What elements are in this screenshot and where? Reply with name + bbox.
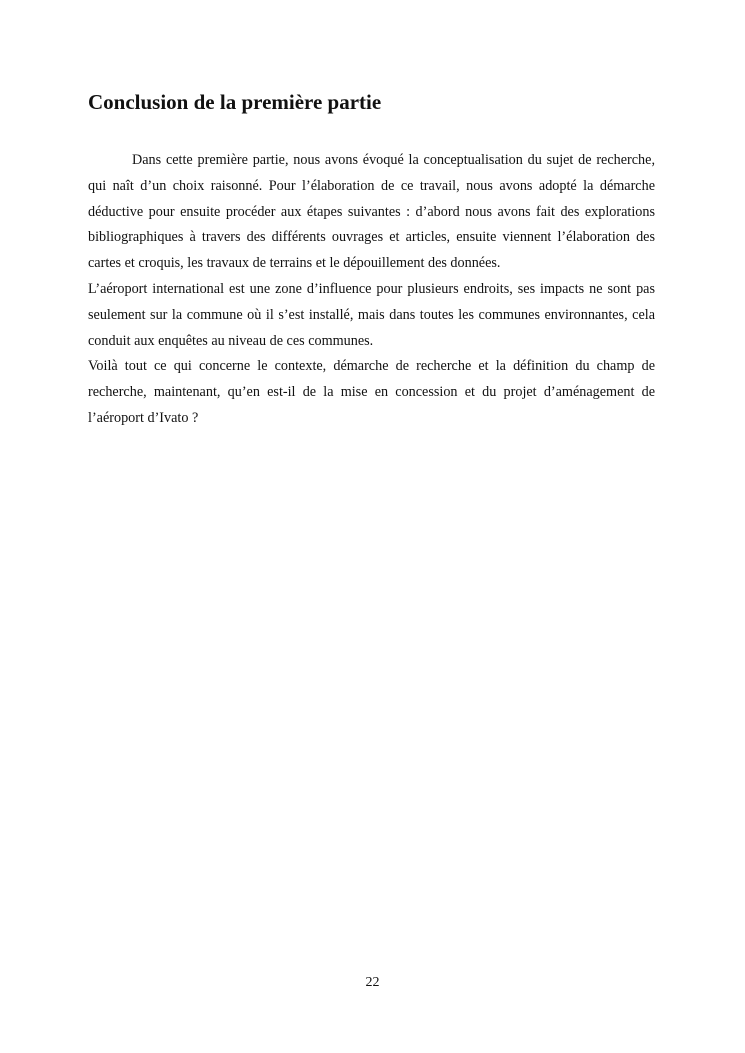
paragraph-1: Dans cette première partie, nous avons évoqué la conceptualisation du sujet de recherche, qui naît d’un choix raisonné. Pour l’élaboration de ce travail, nous avons adopté la démarche déductive pour ensuite procéder aux étapes suivantes : d’abord nous avons fait des explorations bibliographiques à travers des différents ouvrages et articles, ensuite viennent l’élaboration des cartes et croquis, les travaux de terrains et le dépouillement des données. <box>88 152 655 272</box>
page-number: 22 <box>365 975 380 990</box>
paragraph-2: L’aéroport international est une zone d’influence pour plusieurs endroits, ses impacts ne sont pas seulement sur la commune où il s’est installé, mais dans toutes les communes environnantes, cela conduit aux enquêtes au niveau de ces communes. <box>88 280 655 349</box>
body-text <box>88 148 655 432</box>
section-title: Conclusion de la première partie <box>88 90 382 114</box>
paragraph-3: Voilà tout ce qui concerne le contexte, démarche de recherche et la définition du champ de recherche, maintenant, qu’en est-il de la mise en concession et du projet d’aménagement de l’aéroport d’Ivato ? <box>88 358 655 426</box>
